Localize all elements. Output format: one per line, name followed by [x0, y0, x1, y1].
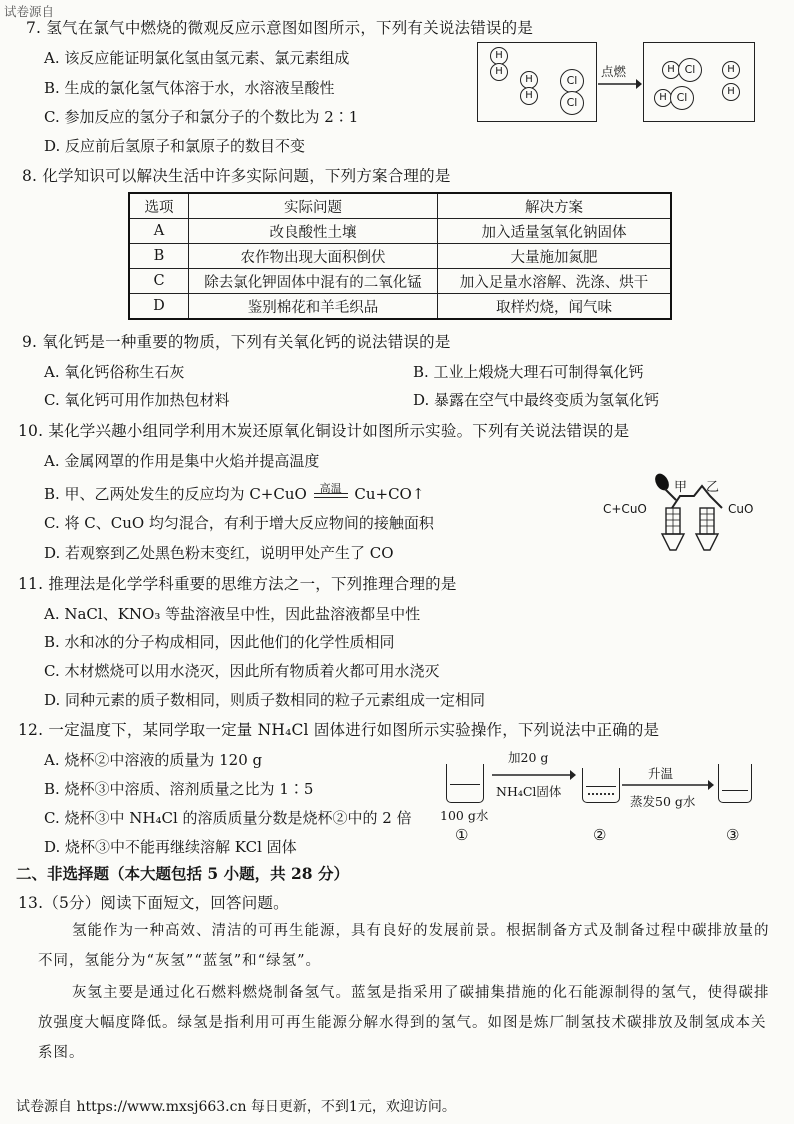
step2-bottom-label: 蒸发50 g水 — [630, 794, 696, 809]
q7-option-c: C. 参加反应的氢分子和氯分子的个数比为 2∶1 — [44, 108, 359, 126]
q7-option-d: D. 反应前后氢原子和氯原子的数目不变 — [44, 137, 306, 155]
beaker-3-label: ③ — [726, 826, 740, 844]
beaker-3 — [718, 764, 752, 803]
q10-option-b-product: Cu+CO↑ — [354, 485, 425, 503]
q7-option-b: B. 生成的氯化氢气体溶于水，水溶液呈酸性 — [44, 79, 335, 97]
table-cell: 加入适量氢氧化钠固体 — [438, 219, 672, 244]
cl-atom: Cl — [670, 86, 694, 110]
left-reactant-label: C+CuO — [603, 502, 647, 516]
q10-option-b-text: B. 甲、乙两处发生的反应均为 C+CuO — [44, 485, 307, 503]
q9-option-d: D. 暴露在空气中最终变质为氢氧化钙 — [413, 391, 660, 409]
step1-bottom-label: NH₄Cl固体 — [496, 784, 562, 799]
q11-option-a: A. NaCl、KNO₃ 等盐溶液呈中性，因此盐溶液都呈中性 — [44, 605, 421, 623]
q10-option-a: A. 金属网罩的作用是集中火焰并提高温度 — [44, 452, 320, 470]
q12-option-d: D. 烧杯③中不能再继续溶解 KCl 固体 — [44, 838, 297, 856]
q7-stem: 7. 氢气在氯气中燃烧的微观反应示意图如图所示，下列有关说法错误的是 — [26, 19, 534, 37]
q9-option-c: C. 氧化钙可用作加热包材料 — [44, 391, 230, 409]
cl-atom: Cl — [560, 69, 584, 93]
reaction-arrow-icon — [598, 78, 642, 90]
table-row — [129, 244, 671, 269]
beaker-1-water — [450, 784, 480, 799]
cl-atom: Cl — [678, 58, 702, 82]
q13-paragraph-1: 氢能作为一种高效、清洁的可再生能源，具有良好的发展前景。根据制备方式及制备过程中碳排放量的不同，氢能分为“灰氢”“蓝氢”和“绿氢”。 — [38, 923, 770, 969]
apparatus-icon — [650, 472, 730, 554]
h-atom: H — [722, 61, 740, 79]
beaker-1-label: ① — [455, 826, 469, 844]
table-cell: 加入足量水溶解、洗涤、烘干 — [438, 269, 672, 294]
h-atom: H — [520, 71, 538, 89]
q10-option-b — [44, 483, 424, 504]
beaker-2-label: ② — [593, 826, 607, 844]
table-row — [129, 294, 671, 320]
q11-option-c: C. 木材燃烧可以用水浇灭，因此所有物质着火都可用水浇灭 — [44, 662, 440, 680]
table-cell: A — [129, 219, 189, 244]
q13-stem: 13.（5分）阅读下面短文，回答问题。 — [18, 894, 289, 912]
q9-option-b: B. 工业上煅烧大理石可制得氧化钙 — [413, 363, 644, 381]
table-cell: 除去氯化钾固体中混有的二氧化锰 — [189, 269, 438, 294]
q8-table — [128, 192, 672, 320]
q11-option-d: D. 同种元素的质子数相同，则质子数相同的粒子元素组成一定相同 — [44, 691, 486, 709]
beaker-2-solid — [588, 793, 614, 798]
condition-label: 高温 — [319, 482, 342, 495]
table-cell: 改良酸性土壤 — [189, 219, 438, 244]
h-atom: H — [654, 89, 672, 107]
table-cell: C — [129, 269, 189, 294]
beaker-3-solution — [722, 790, 748, 799]
label-yi: 乙 — [706, 480, 720, 495]
h-atom: H — [490, 47, 508, 65]
q10-option-c: C. 将 C、CuO 均匀混合，有利于增大反应物间的接触面积 — [44, 514, 434, 532]
right-reactant-label: CuO — [728, 502, 754, 516]
table-header-row — [129, 193, 671, 219]
q12-option-b: B. 烧杯③中溶质、溶剂质量之比为 1∶5 — [44, 780, 314, 798]
beaker-2 — [582, 768, 620, 803]
table-header-cell: 解决方案 — [438, 193, 672, 219]
q8-stem: 8. 化学知识可以解决生活中许多实际问题，下列方案合理的是 — [22, 167, 451, 185]
q12-option-a: A. 烧杯②中溶液的质量为 120 g — [44, 751, 263, 769]
q13-paragraph-2: 灰氢主要是通过化石燃料燃烧制备氢气。蓝氢是指采用了碳捕集措施的化石能源制得的氢气，使得碳排放强度大幅度降低。绿氢是指利用可再生能源分解水得到的氢气。如图是炼厂制氢技术碳排放及制氢成本关系图。 — [38, 985, 770, 1061]
reactants-box — [477, 42, 597, 122]
q11-stem: 11. 推理法是化学学科重要的思维方法之一，下列推理合理的是 — [18, 575, 457, 593]
q9-option-a: A. 氧化钙俗称生石灰 — [44, 363, 185, 381]
step1-top-label: 加20 g — [508, 750, 549, 765]
h-atom: H — [662, 61, 680, 79]
h-atom: H — [490, 63, 508, 81]
table-cell: 取样灼烧，闻气味 — [438, 294, 672, 320]
table-row — [129, 219, 671, 244]
table-cell: D — [129, 294, 189, 320]
step2-top-label: 升温 — [648, 766, 674, 781]
table-cell: 农作物出现大面积倒伏 — [189, 244, 438, 269]
q7-option-a: A. 该反应能证明氯化氢由氢元素、氯元素组成 — [44, 49, 350, 67]
step2-arrow-icon — [622, 780, 714, 790]
q12-option-c: C. 烧杯③中 NH₄Cl 的溶质质量分数是烧杯②中的 2 倍 — [44, 809, 412, 827]
table-row — [129, 269, 671, 294]
products-box — [643, 42, 755, 122]
water-label: 100 g水 — [440, 808, 489, 823]
beaker-1 — [446, 764, 484, 803]
h-atom: H — [722, 83, 740, 101]
q10-option-d: D. 若观察到乙处黑色粉末变红，说明甲处产生了 CO — [44, 544, 394, 562]
q12-stem: 12. 一定温度下，某同学取一定量 NH₄Cl 固体进行如图所示实验操作，下列说法中正确的是 — [18, 721, 660, 739]
q11-option-b: B. 水和冰的分子构成相同，因此他们的化学性质相同 — [44, 633, 395, 651]
q10-stem: 10. 某化学兴趣小组同学利用木炭还原氧化铜设计如图所示实验。下列有关说法错误的是 — [18, 422, 630, 440]
label-jia: 甲 — [674, 480, 688, 495]
section-2-title: 二、非选择题（本大题包括 5 小题，共 28 分） — [16, 864, 349, 883]
cl-atom: Cl — [560, 91, 584, 115]
header-watermark: 试卷源自 — [4, 4, 55, 19]
table-header-cell: 选项 — [129, 193, 189, 219]
high-temp-condition — [314, 482, 348, 504]
step1-arrow-icon — [492, 770, 576, 780]
ignite-label: 点燃 — [601, 64, 627, 79]
q9-stem: 9. 氧化钙是一种重要的物质，下列有关氧化钙的说法错误的是 — [22, 333, 451, 351]
table-cell: B — [129, 244, 189, 269]
table-header-cell: 实际问题 — [189, 193, 438, 219]
table-cell: 鉴别棉花和羊毛织品 — [189, 294, 438, 320]
footer-text: 试卷源自 https://www.mxsj663.cn 每日更新，不到1元，欢迎访问。 — [16, 1099, 456, 1115]
h-atom: H — [520, 87, 538, 105]
table-cell: 大量施加氮肥 — [438, 244, 672, 269]
